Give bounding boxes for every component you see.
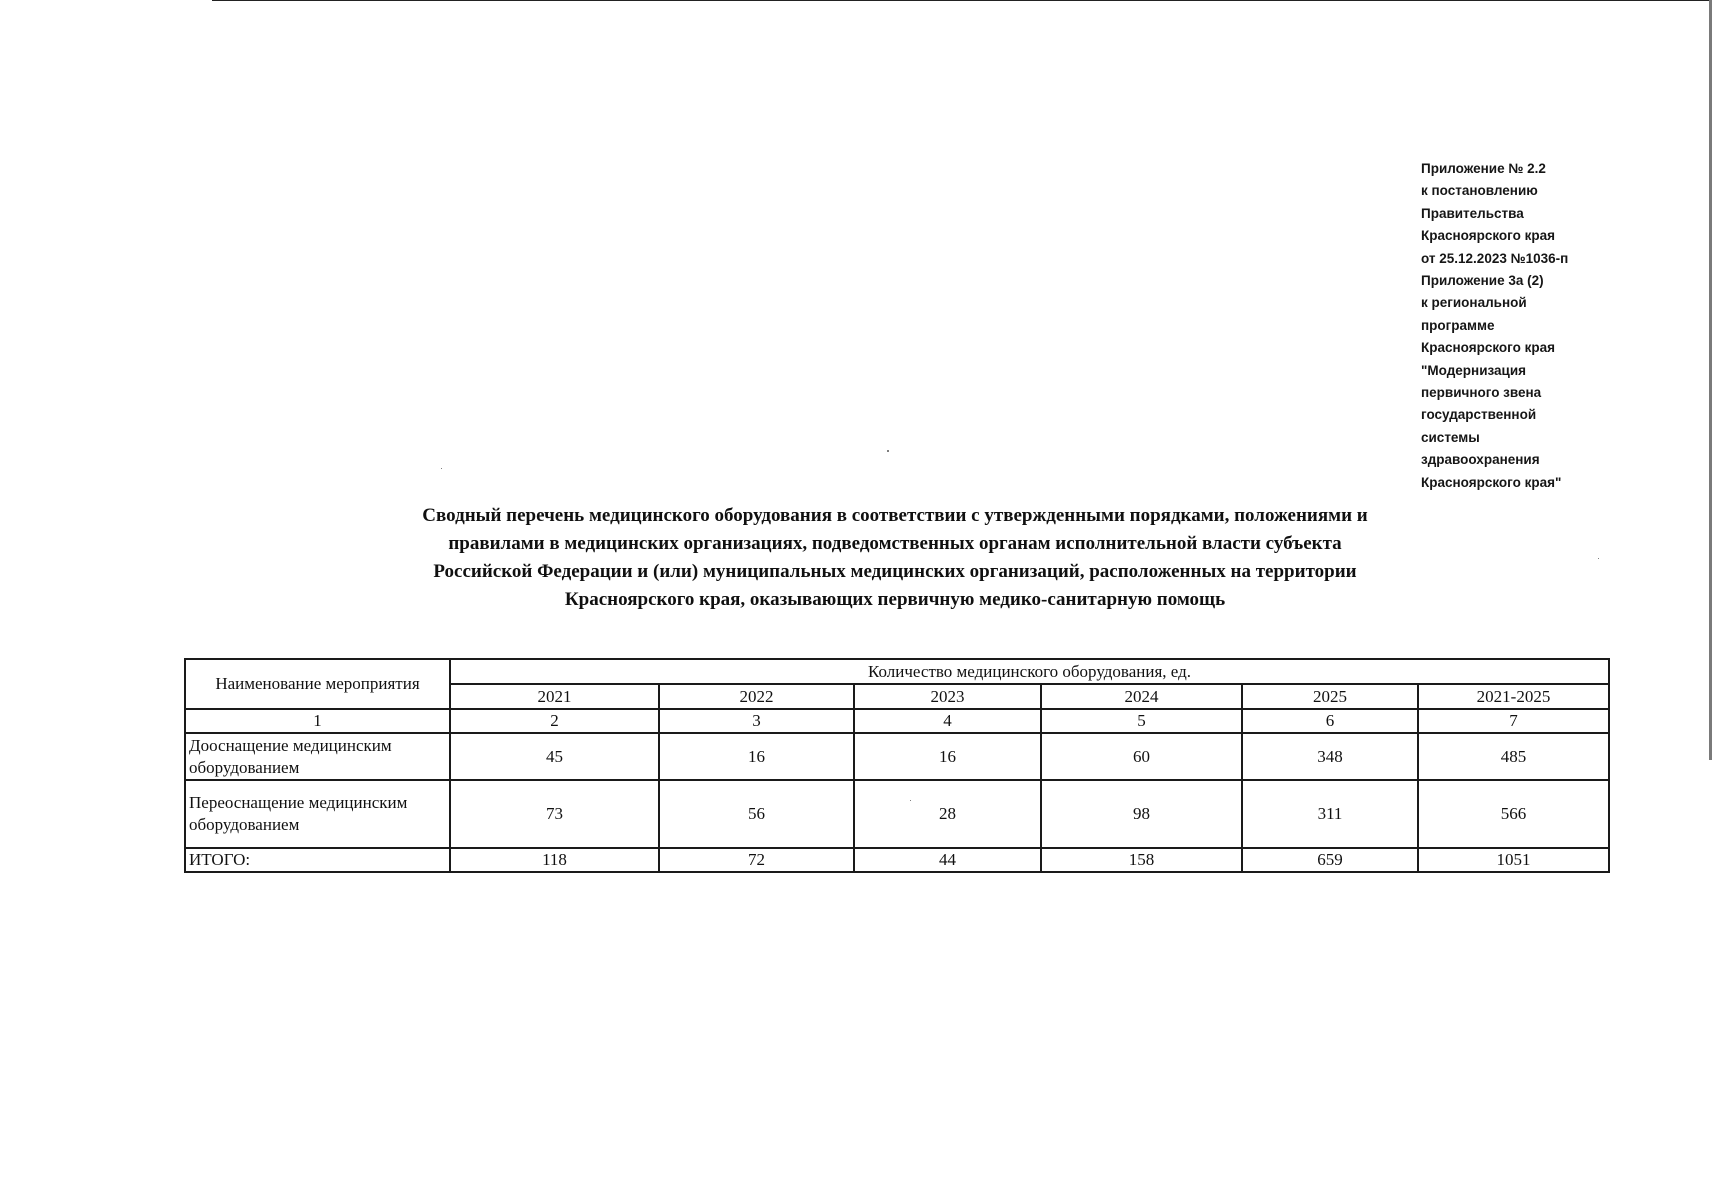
appendix-line: от 25.12.2023 №1036-п bbox=[1421, 250, 1569, 266]
appendix-line: "Модернизация bbox=[1421, 362, 1527, 378]
scan-speck bbox=[1598, 558, 1599, 559]
year-header: 2021 bbox=[450, 684, 659, 709]
equipment-table bbox=[184, 658, 1610, 873]
table-cell: 28 bbox=[854, 780, 1041, 848]
year-header: 2024 bbox=[1041, 684, 1242, 709]
year-header: 2022 bbox=[659, 684, 854, 709]
appendix-line: Красноярского края bbox=[1421, 340, 1556, 356]
table-cell: 73 bbox=[450, 780, 659, 848]
row-label bbox=[185, 733, 450, 780]
year-header: 2023 bbox=[854, 684, 1041, 709]
table-cell: 566 bbox=[1418, 780, 1609, 848]
table-cell: 485 bbox=[1418, 733, 1609, 780]
appendix-line: Красноярского края" bbox=[1421, 474, 1562, 490]
column-number: 2 bbox=[450, 709, 659, 733]
table-row bbox=[185, 780, 1609, 848]
total-cell: 72 bbox=[659, 848, 854, 872]
title-line: Красноярского края, оказывающих первичную медико-санитарную помощь bbox=[564, 589, 1226, 610]
appendix-line: программе bbox=[1421, 317, 1495, 333]
row-label bbox=[185, 780, 450, 848]
row-label-line: оборудованием bbox=[189, 815, 300, 834]
total-cell: 118 bbox=[450, 848, 659, 872]
appendix-line: Правительства bbox=[1421, 205, 1524, 221]
column-number: 4 bbox=[854, 709, 1041, 733]
total-cell: 44 bbox=[854, 848, 1041, 872]
table-cell: 16 bbox=[659, 733, 854, 780]
table-cell: 348 bbox=[1242, 733, 1418, 780]
table-cell: 56 bbox=[659, 780, 854, 848]
row-label-line: оборудованием bbox=[189, 757, 300, 777]
appendix-line: системы bbox=[1421, 429, 1480, 445]
quantity-group-header: Количество медицинского оборудования, ед. bbox=[450, 659, 1609, 684]
year-header: 2021-2025 bbox=[1418, 684, 1609, 709]
appendix-line: Приложение 3а (2) bbox=[1421, 273, 1544, 289]
scan-speck bbox=[441, 468, 442, 469]
appendix-line: к постановлению bbox=[1421, 183, 1538, 199]
table-cell: 45 bbox=[450, 733, 659, 780]
column-number: 5 bbox=[1041, 709, 1242, 733]
total-cell: 158 bbox=[1041, 848, 1242, 872]
column-number: 6 bbox=[1242, 709, 1418, 733]
title-line: Сводный перечень медицинского оборудования в соответствии с утвержденными порядками, положениями и bbox=[422, 505, 1368, 526]
column-number: 7 bbox=[1418, 709, 1609, 733]
table-cell: 311 bbox=[1242, 780, 1418, 848]
scan-speck bbox=[910, 800, 911, 801]
table-row bbox=[185, 733, 1609, 780]
column-number-row bbox=[185, 709, 1609, 733]
column-number: 1 bbox=[185, 709, 450, 733]
appendix-line: Приложение № 2.2 bbox=[1421, 161, 1546, 176]
table-cell: 98 bbox=[1041, 780, 1242, 848]
appendix-line: Красноярского края bbox=[1421, 228, 1556, 244]
appendix-line: к региональной bbox=[1421, 295, 1527, 311]
appendix-line: государственной bbox=[1421, 407, 1537, 423]
year-header: 2025 bbox=[1242, 684, 1418, 709]
page-top-rule bbox=[212, 0, 1712, 1]
header-row bbox=[185, 659, 1609, 684]
total-label: ИТОГО: bbox=[185, 848, 450, 872]
total-cell: 659 bbox=[1242, 848, 1418, 872]
title-line: правилами в медицинских организациях, подведомственных органам исполнительной власти субъекта bbox=[448, 533, 1342, 554]
row-label-line: Переоснащение медицинским bbox=[189, 793, 408, 812]
document-title bbox=[330, 502, 1460, 614]
total-row bbox=[185, 848, 1609, 872]
name-column-header: Наименование мероприятия bbox=[185, 659, 450, 709]
scan-speck bbox=[887, 450, 889, 452]
total-cell: 1051 bbox=[1418, 848, 1609, 872]
appendix-note bbox=[1421, 158, 1621, 494]
appendix-line: здравоохранения bbox=[1421, 452, 1540, 468]
column-number: 3 bbox=[659, 709, 854, 733]
row-label-line: Дооснащение медицинским bbox=[189, 735, 392, 755]
table-cell: 60 bbox=[1041, 733, 1242, 780]
table-cell: 16 bbox=[854, 733, 1041, 780]
title-line: Российской Федерации и (или) муниципальных медицинских организаций, расположенных на территории bbox=[433, 561, 1357, 582]
appendix-line: первичного звена bbox=[1421, 385, 1542, 401]
